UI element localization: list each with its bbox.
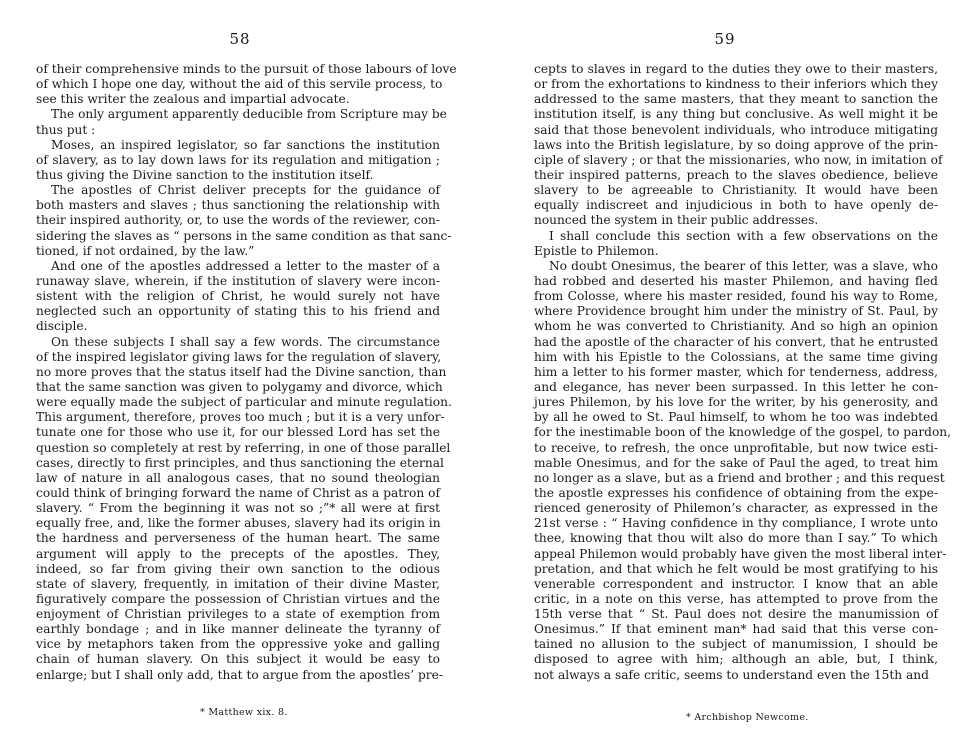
text-line: enlarge; but I shall only add, that to argue from the apostles’ pre- <box>36 667 443 682</box>
text-line: from Colosse, where his master resided, found his way to Rome, <box>534 289 938 304</box>
text-line: nounced the system in their public addresses. <box>534 213 819 228</box>
text-line: 15th verse that “ St. Paul does not desire the manumission of <box>534 607 938 622</box>
text-line: runaway slave, wherein, if the institution of slavery were incon- <box>36 273 440 288</box>
text-line: addressed to the same masters, that they meant to sanction the <box>534 92 938 107</box>
text-line: see this writer the zealous and impartial advocate. <box>36 92 350 107</box>
text-line: of slavery, as to lay down laws for its regulation and mitigation ; <box>36 152 440 167</box>
text-line: were equally made the subject of particular and minute regulation. <box>36 395 452 410</box>
text-line: I shall conclude this section with a few observations on the <box>549 228 938 243</box>
text-line: both masters and slaves ; thus sanctioning the relationship with <box>36 198 440 213</box>
text-line: for the inestimable boon of the knowledge of the gospel, to pardon, <box>534 425 952 440</box>
text-line: institution itself, is any thing but conclusive. As well might it be <box>534 107 938 122</box>
text-line: of the inspired legislator giving laws for the regulation of slavery, <box>36 349 442 364</box>
text-line: tained no allusion to the subject of manumission, I should be <box>534 637 938 652</box>
text-line: Epistle to Philemon. <box>534 243 659 258</box>
text-line: no more proves that the status itself had the Divine sanction, than <box>36 364 447 379</box>
text-line: neglected such an opportunity of stating this to his friend and <box>36 304 440 319</box>
text-line: their inspired authority, or, to use the words of the reviewer, con- <box>36 213 440 228</box>
text-line: disposed to agree with him; although an able, but, I think, <box>534 652 938 667</box>
right-page <box>490 0 980 753</box>
text-line: of which I hope one day, without the aid of this servile process, to <box>36 77 443 92</box>
text-line: The only argument apparently deducible from Scripture may be <box>51 107 447 122</box>
text-line: of their comprehensive minds to the pursuit of those labours of love <box>36 62 457 76</box>
text-line: tioned, if not ordained, by the law.” <box>36 243 255 258</box>
text-line: by all he owed to St. Paul himself, to whom he too was indebted <box>534 410 938 425</box>
page-number: 58 <box>229 30 251 48</box>
text-line: whom he was converted to Christianity. And so high an opinion <box>534 319 938 334</box>
page-body-text <box>36 62 457 683</box>
page-body-text <box>534 62 952 683</box>
text-line: or from the exhortations to kindness to their inferiors which they <box>534 77 938 92</box>
text-line: not always a safe critic, seems to understand even the 15th and <box>534 667 929 682</box>
text-line: 21st verse : “ Having confidence in thy compliance, I wrote unto <box>534 516 938 531</box>
text-line: thee, knowing that thou wilt also do more than I say.” To which <box>534 531 938 546</box>
text-line: had the apostle of the character of his convert, that he entrusted <box>534 334 938 349</box>
text-line: the hardness and perverseness of the human heart. The same <box>36 531 440 546</box>
text-line: where Providence brought him under the ministry of St. Paul, by <box>534 304 938 319</box>
footnote: * Archbishop Newcome. <box>686 712 809 723</box>
text-line: no longer as a slave, but as a friend and brother ; and this request <box>534 470 945 485</box>
text-line: argument will apply to the precepts of the apostles. They, <box>36 546 440 561</box>
text-line: him with his Epistle to the Colossians, at the same time giving <box>534 349 938 364</box>
text-line: disciple. <box>36 319 88 334</box>
text-line: venerable correspondent and instructor. I know that an able <box>534 576 938 591</box>
text-line: appeal Philemon would probably have given the most liberal inter- <box>534 546 947 561</box>
text-line: enjoyment of Christian privileges to a state of exemption from <box>36 607 440 622</box>
text-line: him a letter to his former master, which for tenderness, address, <box>534 364 938 379</box>
text-line: slavery to be agreeable to Christianity. It would have been <box>534 183 938 198</box>
text-line: pretation, and that which he felt would be most gratifying to his <box>534 561 938 576</box>
text-line: state of slavery, frequently, in imitation of their divine Master, <box>36 576 440 591</box>
text-line: and elegance, has never been surpassed. In this letter he con- <box>534 379 938 394</box>
text-line: No doubt Onesimus, the bearer of this letter, was a slave, who <box>549 258 938 273</box>
text-line: tunate one for those who use it, for our blessed Lord has set the <box>36 425 440 440</box>
footnote: * Matthew xix. 8. <box>200 707 288 718</box>
text-line: indeed, so far from giving their own sanction to the odious <box>36 561 440 576</box>
text-line: equally free, and, like the former abuses, slavery had its origin in <box>36 516 441 531</box>
text-line: sidering the slaves as “ persons in the same condition as that sanc- <box>36 228 452 243</box>
text-line: question so completely at rest by referring, in one of those parallel <box>36 440 451 455</box>
text-line: earthly bondage ; and in like manner delineate the tyranny of <box>36 622 440 637</box>
text-line: jures Philemon, by his love for the writer, by his generosity, and <box>534 395 938 410</box>
text-line: cepts to slaves in regard to the duties they owe to their masters, <box>534 62 938 76</box>
text-line: And one of the apostles addressed a letter to the master of a <box>51 258 440 273</box>
text-line: the apostle expresses his confidence of obtaining from the expe- <box>534 485 938 500</box>
text-line: thus giving the Divine sanction to the institution itself. <box>36 167 374 182</box>
text-line: said that those benevolent individuals, who introduce mitigating <box>534 122 938 137</box>
text-line: ciple of slavery ; or that the missionaries, who now, in imitation of <box>534 152 943 167</box>
text-line: equally indiscreet and injudicious in both to have openly de- <box>534 198 938 213</box>
text-line: slavery. “ From the beginning it was not so ;”* all were at first <box>36 501 440 516</box>
text-line: sistent with the religion of Christ, he would surely not have <box>36 289 440 304</box>
text-line: their inspired patterns, preach to the slaves obedience, believe <box>534 167 938 182</box>
text-line: cases, directly to first principles, and thus sanctioning the eternal <box>36 455 444 470</box>
text-line: had robbed and deserted his master Philemon, and having fled <box>534 273 938 288</box>
text-line: vice by metaphors taken from the oppressive yoke and galling <box>36 637 440 652</box>
text-line: This argument, therefore, proves too much ; but it is a very unfor- <box>36 410 445 425</box>
text-line: figuratively compare the possession of Christian virtues and the <box>36 591 440 606</box>
text-line: could think of bringing forward the name of Christ as a patron of <box>36 485 440 500</box>
text-line: The apostles of Christ deliver precepts for the guidance of <box>51 183 440 198</box>
page-number: 59 <box>714 30 736 48</box>
text-line: laws into the British legislature, by so doing approve of the prin- <box>534 137 938 152</box>
text-line: that the same sanction was given to polygamy and divorce, which <box>36 379 443 394</box>
text-line: to receive, to refresh, the once unprofitable, but now twice esti- <box>534 440 938 455</box>
text-line: mable Onesimus, and for the sake of Paul the aged, to treat him <box>534 455 938 470</box>
text-line: chain of human slavery. On this subject it would be easy to <box>36 652 440 667</box>
text-line: Onesimus.” If that eminent man* had said that this verse con- <box>534 622 938 637</box>
text-line: rienced generosity of Philemon’s character, as expressed in the <box>534 501 938 516</box>
text-line: critic, in a note on this verse, has attempted to prove from the <box>534 591 938 606</box>
text-line: thus put : <box>36 122 96 137</box>
text-line: On these subjects I shall say a few words. The circumstance <box>51 334 440 349</box>
text-line: law of nature in all analogous cases, that no sound theologian <box>36 470 440 485</box>
text-line: Moses, an inspired legislator, so far sanctions the institution <box>51 137 440 152</box>
